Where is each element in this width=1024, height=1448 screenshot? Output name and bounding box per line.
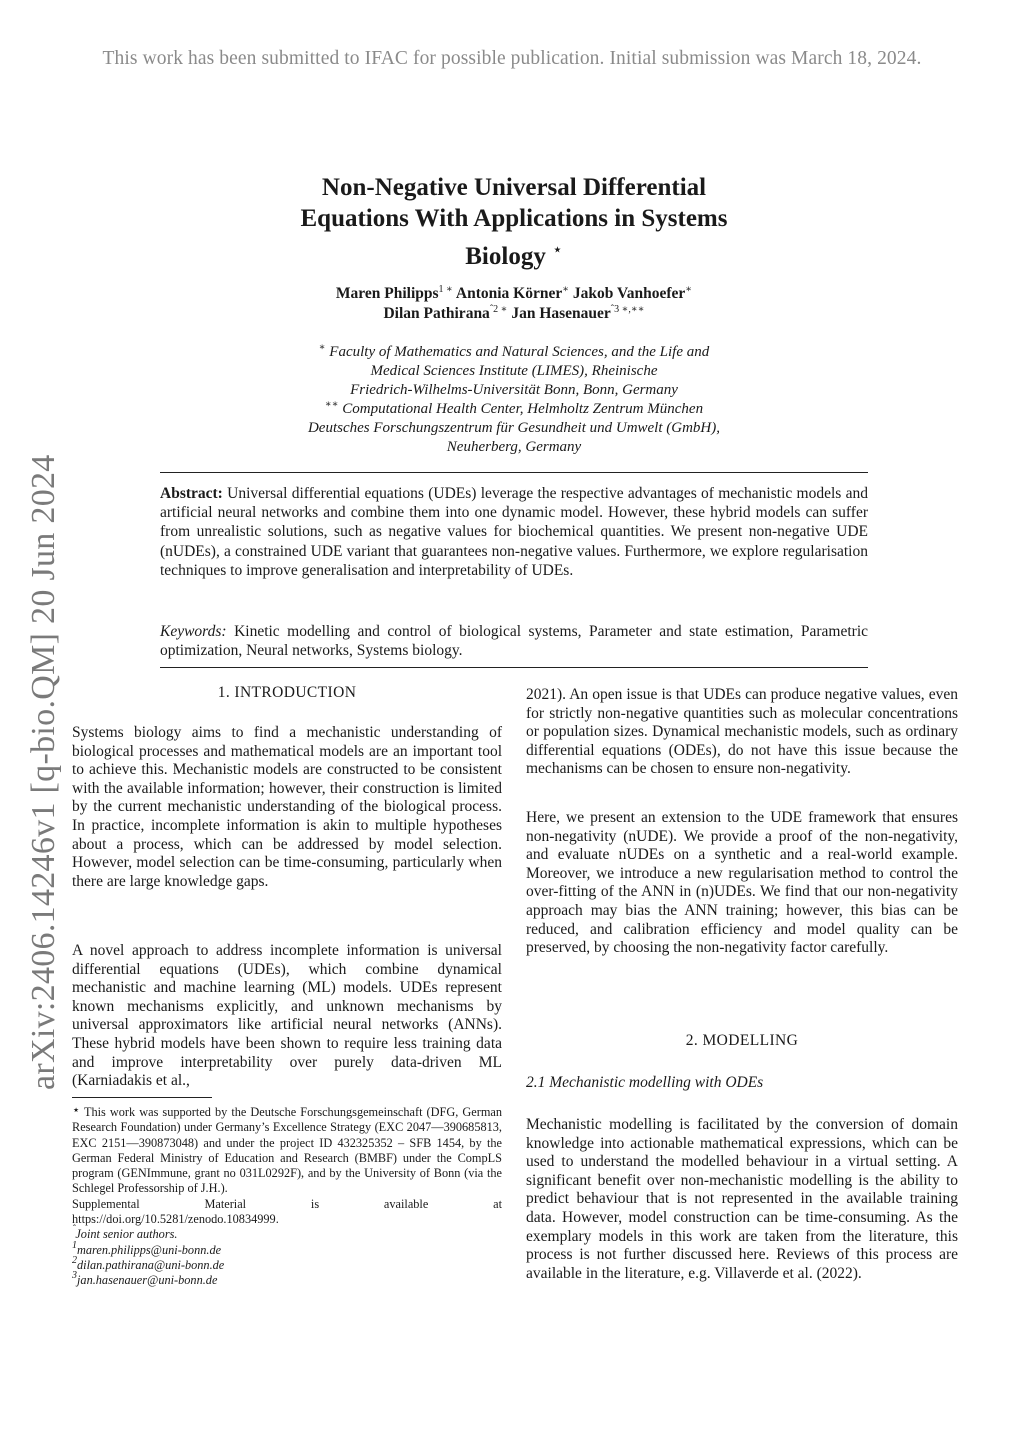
footnote-mark: 2: [72, 1254, 77, 1266]
footnote-text: This work was supported by the Deutsche Forschungsgemeinschaft (DFG, German Research Foundation) under Germany’s Excellence Strategy (EXC 2047—390685813, EXC 2151—390873048) and under the project ID 432325352 – SFB 1454, by the German Federal Ministry of Education and Research (BMBF) under the CompLS program (GENImmune, grant no 031L0292F), and by the University of Bonn (via the Schlegel Professorship of J.H.).: [72, 1105, 502, 1196]
footnote-star-mark: ⋆: [72, 1102, 81, 1117]
affiliation-line: [160, 343, 868, 362]
intro-paragraph-2: [72, 942, 502, 1091]
author-name: Maren Philipps: [335, 285, 439, 302]
abstract-label: Abstract:: [160, 485, 223, 502]
keywords: [160, 622, 868, 660]
email-link[interactable]: dilan.pathirana@uni-bonn.de: [77, 1257, 225, 1272]
title-line-3: [160, 234, 868, 272]
modelling-paragraph-1: [526, 1116, 958, 1283]
footnote-email-2[interactable]: [72, 1254, 502, 1273]
subsection-heading-mechanistic: 2.1 Mechanistic modelling with ODEs: [526, 1074, 764, 1091]
email-link[interactable]: maren.philipps@uni-bonn.de: [77, 1242, 222, 1257]
email-link[interactable]: jan.hasenauer@uni-bonn.de: [77, 1273, 218, 1288]
intro-paragraph-3: [526, 686, 958, 779]
footnote-email-3[interactable]: [72, 1270, 502, 1288]
paragraph-text: Mechanistic modelling is facilitated by the conversion of domain knowledge into actionable mathematical expressions, which can be used to understand the modelled behaviour in a virtual setting. A significant benefit over non-mechanistic modelling is the ability to predict behaviour that is not represented in the available training data. However, model construction can be time-consuming. As the exemplary models in this work are taken from the literature, this process is not further discussed here. Reviews of this process are available in the literature, e.g. Villaverde et al. (2022).: [526, 1116, 958, 1282]
affiliation-line: Friedrich-Wilhelms-Universität Bonn, Bonn, Germany: [350, 382, 678, 398]
paragraph-text: A novel approach to address incomplete information is universal differential equations (UDEs), which combine dynamical mechanistic and machine learning (ML) models. UDEs represent known mechanisms explicitly, and unknown mechanisms by universal approximators like artificial neural networks (ANNs). These hybrid models have been shown to require less training data and improve interpretability over purely data-driven ML (Karniadakis et al.,: [72, 942, 502, 1090]
footnote-joint-authors: [72, 1224, 502, 1242]
footnote-word: Material: [204, 1196, 247, 1211]
paper-title: [160, 172, 868, 272]
affiliation-line: Medical Sciences Institute (LIMES), Rheinische: [370, 363, 658, 379]
abstract-text: Universal differential equations (UDEs) leverage the respective advantages of mechanistic models and artificial neural networks and combine them into one dynamic model. However, these hybrid models can suffer from unrealistic solutions, such as negative values for biochemical quantities. We present non-negative UDE (nUDEs), a constrained UDE variant that guarantees non-negative values. Furthermore, we explore regularisation techniques to improve generalisation and interpretability of UDEs.: [160, 485, 869, 579]
title-star-mark: ⋆: [552, 240, 563, 259]
footnote-funding: [72, 1102, 502, 1197]
affiliations: [160, 343, 868, 457]
footnote-mark: 1: [72, 1239, 77, 1251]
affiliation-line: Neuherberg, Germany: [446, 439, 582, 455]
title-line-3-text: Biology: [465, 243, 546, 270]
footnote-word: is: [310, 1196, 320, 1211]
affiliation-mark: ∗∗: [324, 399, 339, 410]
keywords-label: Keywords:: [160, 623, 227, 640]
footnote-email-1[interactable]: [72, 1239, 502, 1258]
affiliation-line: [160, 400, 868, 419]
keywords-text: Kinetic modelling and control of biological systems, Parameter and state estimation, Parametric optimization, Neural networks, Systems biology.: [160, 623, 868, 660]
submission-notice: This work has been submitted to IFAC for possible publication. Initial submission was March 18, 2024.: [102, 48, 922, 69]
author-line-2: [160, 304, 868, 324]
abstract-top-rule: [160, 472, 868, 473]
arxiv-identifier: arXiv:2406.14246v1 [q-bio.QM] 20 Jun 2024: [25, 454, 62, 1090]
footnote-word: Supplemental: [72, 1196, 140, 1211]
affiliation-text: Faculty of Mathematics and Natural Sciences, and the Life and: [329, 344, 710, 360]
author-name: Jan Hasenauer: [511, 305, 611, 322]
author-mark: ∗: [685, 284, 693, 295]
author-mark: ∗: [562, 284, 570, 295]
footnote-word: at: [493, 1196, 502, 1211]
affiliation-text: Computational Health Center, Helmholtz Zentrum München: [342, 401, 704, 417]
section-heading-introduction: 1. INTRODUCTION: [217, 684, 357, 701]
author-name: Antonia Körner: [455, 285, 563, 302]
author-mark: 1 ∗: [438, 284, 453, 295]
author-mark: ˆ2 ∗: [489, 304, 508, 315]
author-list: [160, 284, 868, 324]
author-mark: ˆ3 ∗,∗∗: [610, 304, 645, 315]
affiliation-line: Deutsches Forschungszentrum für Gesundheit und Umwelt (GmbH),: [307, 420, 721, 436]
author-line-1: [160, 284, 868, 304]
footnote-word: available: [383, 1196, 429, 1211]
footnote-rule: [72, 1097, 212, 1098]
footnotes: [72, 1102, 502, 1289]
title-line-1: Non-Negative Universal Differential: [321, 174, 707, 201]
supplemental-link[interactable]: https://doi.org/10.5281/zenodo.10834999.: [72, 1212, 279, 1227]
intro-paragraph-1: [72, 724, 502, 891]
paragraph-text: Here, we present an extension to the UDE framework that ensures non-negativity (nUDE). We provide a proof of the non-negativity, and evaluate nUDEs on a synthetic and a real-world example. Moreover, we introduce a new regularisation method to control the over-fitting of the ANN in (n)UDEs. We find that our non-negativity approach may bias the ANN training; however, this bias can be reduced, and calibration efficiency and model quality can be preserved, by choosing the non-negativity factor carefully.: [526, 809, 958, 957]
author-name: Jakob Vanhoefer: [572, 285, 686, 302]
abstract: [160, 484, 868, 580]
footnote-mark: ˆ: [72, 1224, 76, 1236]
author-name: Dilan Pathirana: [383, 305, 490, 322]
paragraph-text: Systems biology aims to find a mechanistic understanding of biological processes and mathematical models are an important tool to achieve this. Mechanistic models are constructed to be consistent with the available information; however, their construction is limited by the current mechanistic understanding of the biological process. In practice, incomplete information is akin to multiple hypotheses about a process, which can be addressed by model selection. However, model selection can be time-consuming, particularly when there are large knowledge gaps.: [72, 724, 502, 890]
section-heading-modelling: 2. MODELLING: [685, 1032, 799, 1049]
abstract-bottom-rule: [160, 667, 868, 668]
intro-paragraph-4: [526, 809, 958, 958]
affiliation-mark: ∗: [318, 342, 326, 353]
footnote-mark: 3: [72, 1270, 77, 1282]
footnote-text: Joint senior authors.: [75, 1227, 178, 1242]
title-line-2: Equations With Applications in Systems: [300, 205, 728, 232]
paragraph-text: 2021). An open issue is that UDEs can produce negative values, even for strictly non-negative quantities such as molecular concentrations or population sizes. Dynamical mechanistic models, such as ordinary differential equations (ODEs), do not have this issue because the mechanisms can be chosen to ensure non-negativity.: [526, 686, 958, 778]
footnote-supplemental: [72, 1197, 502, 1212]
